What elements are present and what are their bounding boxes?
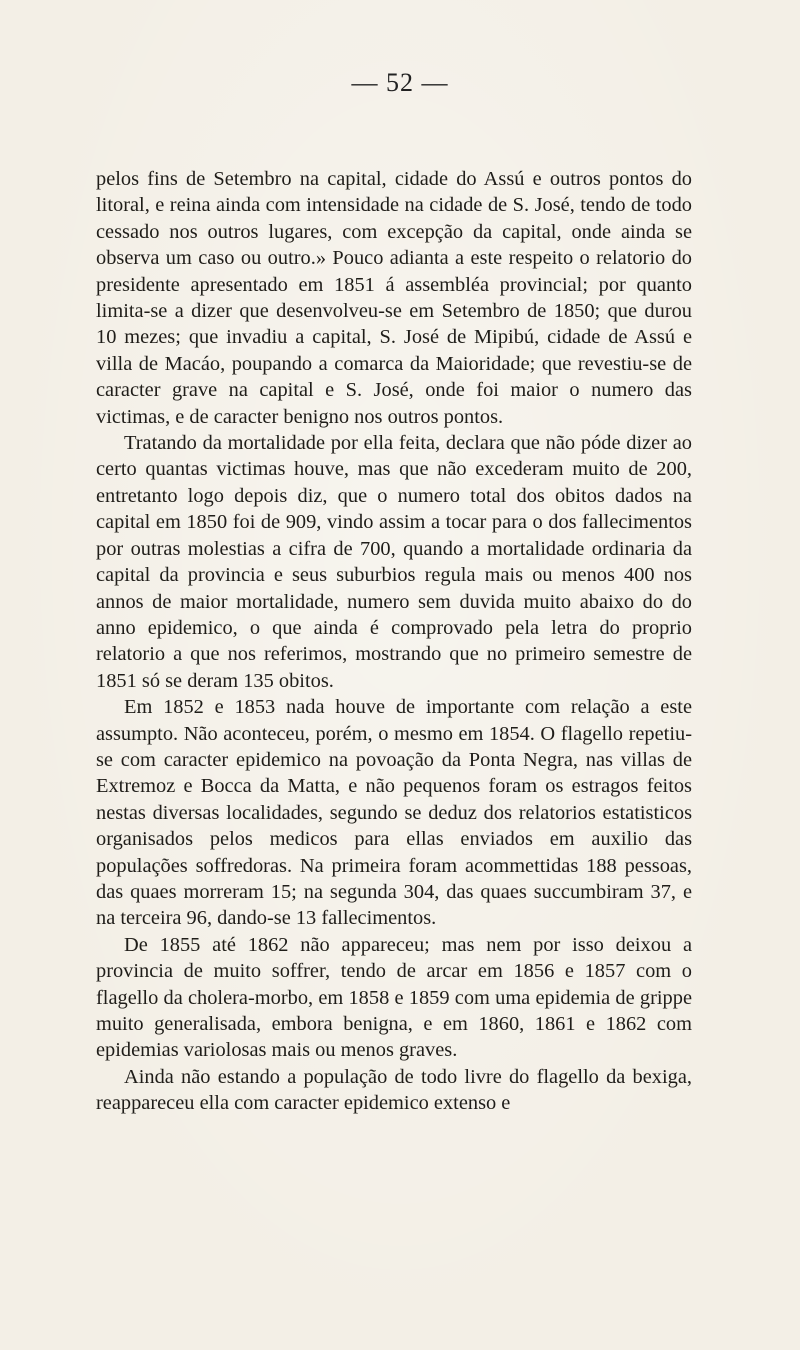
- paragraph-4: De 1855 até 1862 não appareceu; mas nem por isso deixou a provincia de muito soffrer, tendo de arcar em 1856 e 1857 com o flagello da cholera-morbo, em 1858 e 1859 com uma epidemia de grippe muito generalisada, embora benigna, e em 1860, 1861 e 1862 com epidemias variolosas mais ou menos graves.: [96, 933, 692, 1062]
- paragraph-3: Em 1852 e 1853 nada houve de importante com relação a este assumpto. Não aconteceu, porém, o mesmo em 1854. O flagello repetiu-se com caracter epidemico na povoação da Ponta Negra, nas villas de Extremoz e Bocca da Matta, e não pequenos foram os estragos feitos nestas diversas localidades, segundo se deduz dos relatorios estatisticos organisados pelos medicos para ellas enviados em auxilio das populações soffredoras. Na primeira foram acommettidas 188 pessoas, das quaes morreram 15; na segunda 304, das quaes succumbiram 37, e na terceira 96, dando-se 13 fallecimentos.: [96, 696, 692, 930]
- body-text: [96, 166, 692, 1117]
- page-number: — 52 —: [351, 68, 449, 97]
- paragraph-2: Tratando da mortalidade por ella feita, declara que não póde dizer ao certo quantas victimas houve, mas que não excederam muito de 200, entretanto logo depois diz, que o numero total dos obitos dados na capital em 1850 foi de 909, vindo assim a tocar para o dos fallecimentos por outras molestias a cifra de 700, quando a mortalidade ordinaria da capital da provincia e seus suburbios regula mais ou menos 400 nos annos de maior mortalidade, numero sem duvida muito abaixo do do anno epidemico, o que ainda é comprovado pela letra do proprio relatorio a que nos referimos, mostrando que no primeiro semestre de 1851 só se deram 135 obitos.: [96, 432, 692, 692]
- paragraph-5: Ainda não estando a população de todo livre do flagello da bexiga, reappareceu ella com caracter epidemico extenso e: [96, 1065, 692, 1115]
- paragraph-1: pelos fins de Setembro na capital, cidade do Assú e outros pontos do litoral, e reina ainda com intensidade na cidade de S. José, tendo de todo cessado nos outros lugares, com excepção da capital, onde ainda se observa um caso ou outro.» Pouco adianta a este respeito o relatorio do presidente apresentado em 1851 á assembléa provincial; por quanto limita-se a dizer que desenvolveu-se em Setembro de 1850; que durou 10 mezes; que invadiu a capital, S. José de Mipibú, cidade de Assú e villa de Macáo, poupando a comarca da Maioridade; que revestiu-se de caracter grave na capital e S. José, onde foi maior o numero das victimas, e de caracter benigno nos outros pontos.: [96, 168, 692, 428]
